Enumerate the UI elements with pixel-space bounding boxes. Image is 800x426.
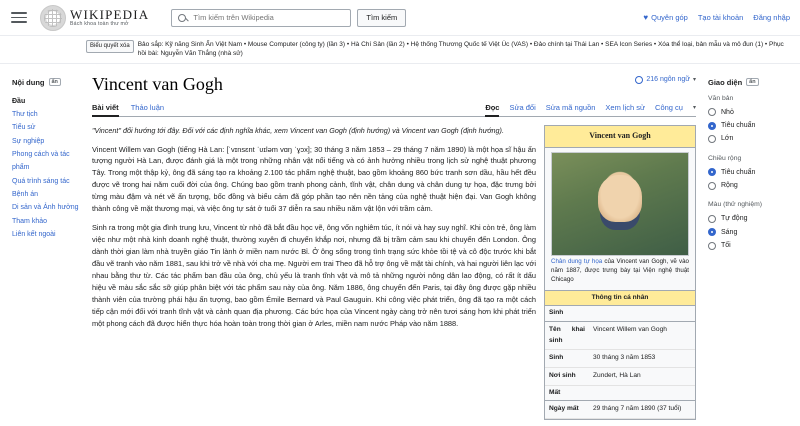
radio-icon[interactable]	[708, 168, 716, 176]
toc-hide-button[interactable]: ẩn	[49, 78, 61, 86]
toc-item-4[interactable]: Phong cách và tác phẩm	[12, 151, 70, 172]
article-tabs	[92, 103, 696, 117]
radio-icon[interactable]	[708, 122, 716, 130]
table-of-contents	[0, 64, 86, 241]
infobox-caption-text: của Vincent van Gogh, vẽ vào năm 1887, được trưng bày tại Viện nghệ thuật Chicago	[551, 257, 689, 283]
appearance-option-color-dark[interactable]	[708, 239, 790, 252]
option-label: Tối	[721, 241, 731, 249]
wordmark	[70, 8, 149, 27]
toc-header	[12, 78, 80, 87]
infobox-section-personal: Thông tin cá nhân	[545, 290, 695, 307]
notice-text: Bảo sắp: Kỹ năng Sinh Ẩn Việt Nam • Mouse Computer (công ty) (lần 3) • Hà Chí Sản (lần 2) • Hệ thống Thương Quốc tế Việt Úc (VAS) • Đảo chính tại Thái Lan • SEA Icon Series • Xóa thể loại, bản mẫu và mô đun (1) • Phục hồi bài: Nguyễn Văn Thắng (nhà sử)	[137, 41, 784, 58]
infobox-section-death: Mất	[545, 386, 695, 402]
infobox-key: Sinh	[549, 354, 564, 362]
infobox-row-birthplace	[545, 368, 695, 386]
hatnote: "Vincent" đổi hướng tới đây. Đối với các định nghĩa khác, xem Vincent van Gogh (định hướng) và Vincent van Gogh (định hướng).	[92, 125, 504, 135]
radio-icon[interactable]	[708, 215, 716, 223]
appearance-option-color-light[interactable]	[708, 226, 790, 239]
infobox-caption	[545, 258, 695, 290]
option-label: Tiêu chuẩn	[721, 122, 756, 130]
action-tools[interactable]: Công cụ	[655, 103, 683, 113]
toc-item-0[interactable]: Đầu	[12, 97, 26, 105]
option-label: Lớn	[721, 135, 734, 143]
option-label: Sáng	[721, 228, 738, 236]
infobox-key: Tên khai sinh	[549, 326, 585, 344]
infobox-row-birthname	[545, 322, 695, 350]
action-edit[interactable]: Sửa đổi	[509, 103, 536, 113]
action-history[interactable]: Xem lịch sử	[605, 103, 646, 113]
toc-item-6[interactable]: Bệnh án	[12, 190, 39, 198]
search-area	[171, 9, 406, 27]
toc-item-1[interactable]: Thư tịch	[12, 111, 38, 119]
site-notice	[0, 36, 800, 64]
search-box[interactable]	[171, 9, 351, 27]
appearance-panel	[704, 64, 800, 261]
option-label: Tiêu chuẩn	[721, 168, 756, 176]
appearance-group-title: Văn bản	[708, 94, 734, 102]
appearance-group-color	[708, 201, 790, 252]
infobox-row-deathdate	[545, 401, 695, 419]
appearance-option-width-standard[interactable]	[708, 166, 790, 179]
appearance-group-title: Màu (thử nghiệm)	[708, 201, 763, 209]
infobox-value: 30 tháng 3 năm 1853	[593, 354, 656, 362]
option-label: Nhỏ	[721, 108, 734, 116]
radio-icon[interactable]	[708, 228, 716, 236]
chevron-down-icon: ▾	[692, 77, 696, 84]
search-icon	[178, 14, 186, 22]
appearance-option-color-auto[interactable]	[708, 212, 790, 225]
infobox-key: Nơi sinh	[549, 372, 576, 380]
infobox-title: Vincent van Gogh	[545, 126, 695, 148]
toc-item-8[interactable]: Tham khảo	[12, 217, 48, 225]
donate-link[interactable]	[643, 13, 687, 22]
hamburger-icon[interactable]	[10, 9, 28, 27]
action-read[interactable]: Đọc	[485, 103, 499, 117]
appearance-option-large[interactable]	[708, 132, 790, 145]
article-actions	[485, 103, 696, 113]
appearance-option-small[interactable]	[708, 106, 790, 119]
language-globe-icon	[635, 76, 643, 84]
infobox-value: Vincent Willem van Gogh	[593, 326, 667, 334]
radio-icon[interactable]	[708, 135, 716, 143]
action-edit-source[interactable]: Sửa mã nguồn	[545, 103, 596, 113]
radio-icon[interactable]	[708, 182, 716, 190]
search-button[interactable]: Tìm kiếm	[357, 9, 406, 27]
toc-item-9[interactable]: Liên kết ngoài	[12, 230, 56, 238]
search-input[interactable]	[191, 12, 344, 23]
radio-icon[interactable]	[708, 108, 716, 116]
toc-title: Nội dung	[12, 77, 45, 87]
globe-puzzle-icon	[40, 5, 66, 31]
toc-item-5[interactable]: Quá trình sáng tác	[12, 177, 70, 185]
infobox	[544, 125, 696, 420]
wikipedia-logo[interactable]	[40, 5, 149, 31]
tab-article[interactable]: Bài viết	[92, 103, 119, 117]
infobox-value: 29 tháng 7 năm 1890 (37 tuổi)	[593, 405, 682, 413]
infobox-row-birthdate	[545, 350, 695, 368]
language-count-label: 216 ngôn ngữ	[646, 76, 690, 84]
infobox-caption-link[interactable]: Chân dung tự họa	[551, 257, 603, 265]
tab-talk[interactable]: Thảo luận	[130, 103, 165, 113]
article-header	[92, 74, 696, 97]
toc-item-3[interactable]: Sự nghiệp	[12, 137, 45, 145]
infobox-image	[551, 152, 689, 256]
appearance-option-width-wide[interactable]	[708, 179, 790, 192]
appearance-title: Giao diện	[708, 77, 743, 87]
article-paragraph-1: Vincent Willem van Gogh (tiếng Hà Lan: [ˈvɪnsɛnt ˈʋɪləm vɑŋ ˈɣɔx]; 30 tháng 3 năm 1853 – 29 tháng 7 năm 1890) là một họa sĩ hậu ấn tượng người Hà Lan, được đánh giá là một trong những nhân vật nổi tiếng và có ảnh hưởng nhiều trong lịch sử nghệ thuật phương Tây. Trong một thập kỷ, ông đã sáng tạo ra khoảng 2.100 tác phẩm nghệ thuật, bao gồm khoảng 860 bức tranh sơn dầu, hầu hết đều được vẽ trong hai năm cuối đời của ông. Chúng bao gồm tranh phong cảnh, tĩnh vật, chân dung và chân dung tự họa, đặc trưng bởi từng màu đậm và nét vẽ ấn tượng, bốc đồng và biểu cảm đã góp phần tạo nên nền tảng của nghệ thuật hiện đại. Van Gogh không thành công về mặt thương mại, và việc ông tự sát ở tuổi 37 diễn ra sau nhiều năm vật lộn với trầm cảm.	[92, 144, 536, 214]
toc-item-7[interactable]: Di sản và Ảnh hưởng	[12, 204, 79, 212]
login-link[interactable]: Đăng nhập	[753, 13, 790, 22]
appearance-option-standard[interactable]	[708, 119, 790, 132]
option-label: Tự động	[721, 215, 748, 223]
heart-icon: ♥	[643, 13, 649, 22]
wordmark-title: WIKIPEDIA	[70, 6, 150, 22]
appearance-header	[708, 78, 790, 87]
appearance-group-title: Chiều rộng	[708, 154, 742, 162]
option-label: Rộng	[721, 182, 738, 190]
wordmark-subtitle: Bách khoa toàn thư mở	[70, 20, 129, 27]
page-layout	[0, 64, 800, 426]
radio-icon[interactable]	[708, 242, 716, 250]
page-title: Vincent van Gogh	[92, 73, 223, 94]
create-account-link[interactable]: Tạo tài khoản	[697, 13, 744, 22]
donate-label: Quyên góp	[651, 13, 688, 22]
infobox-key: Ngày mất	[549, 405, 579, 413]
appearance-group-width	[708, 155, 790, 193]
article-content	[86, 64, 704, 426]
header-user-links	[643, 13, 790, 22]
site-header	[0, 0, 800, 36]
appearance-hide-button[interactable]: ẩn	[746, 78, 758, 86]
notice-tag[interactable]: Biểu quyết xóa	[86, 40, 134, 53]
toc-list	[12, 95, 80, 241]
tools-chevron-down-icon: ▾	[692, 105, 696, 112]
infobox-section-birth: Sinh	[545, 306, 695, 322]
appearance-group-text	[708, 95, 790, 146]
toc-item-2[interactable]: Tiểu sử	[12, 124, 36, 132]
article-body	[92, 125, 696, 413]
language-selector-button[interactable]	[635, 76, 696, 84]
article-paragraph-2: Sinh ra trong một gia đình trung lưu, Vincent từ nhỏ đã bắt đầu học vẽ, ông vốn nghiêm túc, ít nói và hay suy nghĩ. Khi còn trẻ, ông làm việc như một nhà kinh doanh nghệ thuật, thường xuyên đi chuyển khắp nơi, nhưng đã bị trầm cảm sau khi chuyển đến London. Ông dành thời gian làm nhà truyền giáo Tin lành ở miền nam nước Bỉ. Ở ông sống trong tình trạng sức khỏe tồi tệ và cô độc trước khi bắt đầu vẽ tranh vào năm 1881, sau khi trở về nhà với cha mẹ. Người em trai Theo đã hỗ trợ ông về mặt tài chính, và hai người liên lạc với nhau bằng thư từ. Các tác phẩm ban đầu của ông, chủ yếu là tranh tĩnh vật và mô tả những người nông dân lao động, có rất ít dấu hiệu về màu sắc sắc sỡ giúp phân biệt với tác phẩm sau này của ông. Năm 1886, ông chuyển đến Paris, tại đây ông được gặp nhiều thành viên của trường phái hậu ấn tượng, bao gồm Émile Bernard và Paul Gauguin. Khi công việc phát triển, ông đã tạo ra một cách tiếp cận mới đối với tranh tĩnh vật và cảnh quan địa phương. Các bức họa của Vincent ngày càng trở nên tươi sáng hơn khi phát triển một phong cách đã được hiển thực hóa hoàn toàn trong thời gian ở Arles, miền nam nước Pháp vào năm 1888.	[92, 223, 536, 329]
infobox-value: Zundert, Hà Lan	[593, 372, 641, 380]
